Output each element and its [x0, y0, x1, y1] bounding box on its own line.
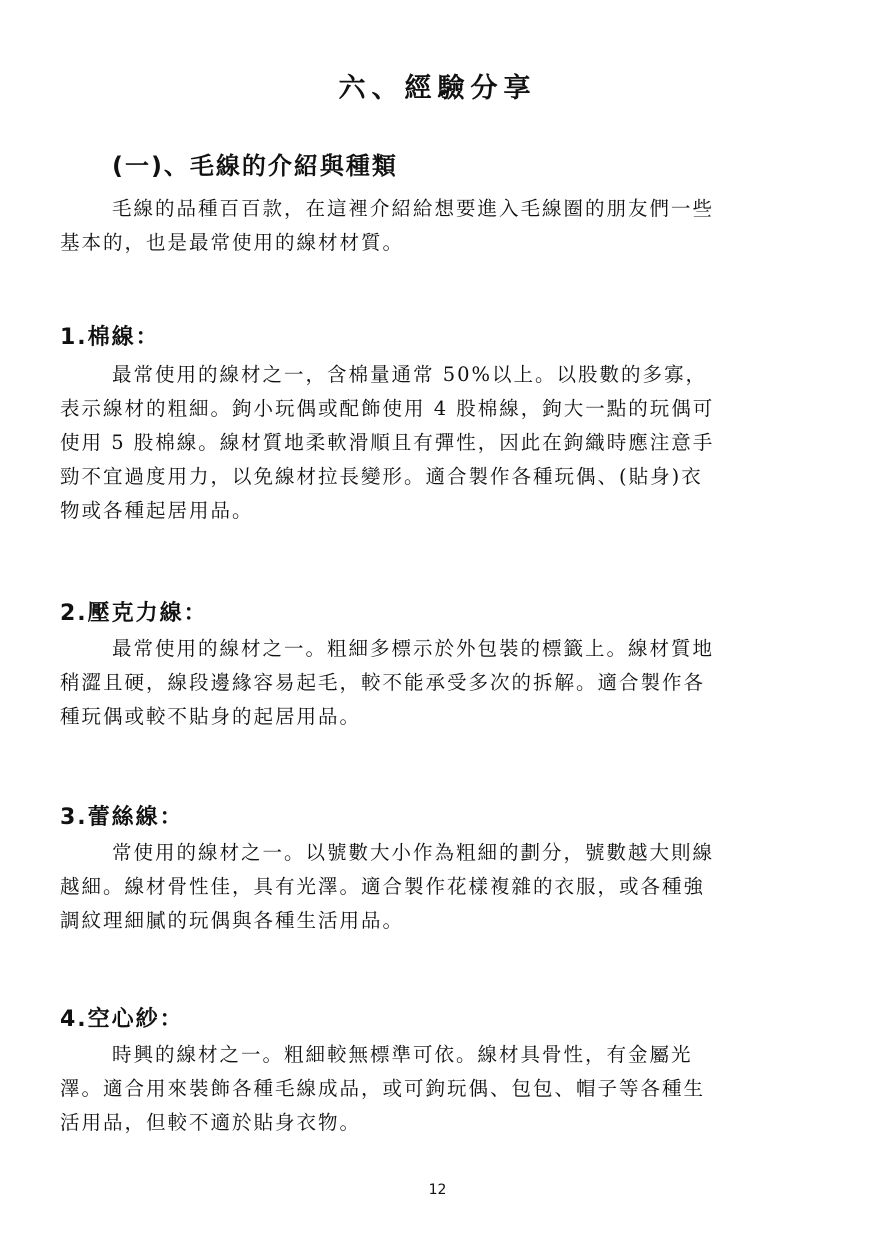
intro-paragraph	[60, 192, 812, 260]
paragraph-line: 常使用的線材之一。以號數大小作為粗細的劃分，號數越大則線	[112, 841, 715, 864]
paragraph-line: 最常使用的線材之一。粗細多標示於外包裝的標籤上。線材質地	[112, 637, 715, 660]
paragraph-line: 使用 5 股棉線。線材質地柔軟滑順且有彈性，因此在鉤織時應注意手	[60, 431, 715, 454]
page-number: 12	[428, 1182, 447, 1198]
paragraph-line: 毛線的品種百百款，在這裡介紹給想要進入毛線圈的朋友們一些	[112, 197, 715, 220]
paragraph-line: 基本的，也是最常使用的線材材質。	[60, 231, 405, 254]
paragraph-line: 時興的線材之一。粗細較無標準可依。線材具骨性，有金屬光	[112, 1043, 693, 1066]
item-heading-acrylic: 2.壓克力線：	[60, 601, 208, 626]
item-paragraph-cotton	[60, 358, 812, 528]
item-paragraph-acrylic	[60, 632, 812, 734]
paragraph-line: 最常使用的線材之一，含棉量通常 50%以上。以股數的多寡，	[112, 363, 708, 386]
item-heading-lace: 3.蕾絲線：	[60, 805, 184, 830]
page-title: 六、經驗分享	[338, 73, 537, 104]
paragraph-line: 表示線材的粗細。鉤小玩偶或配飾使用 4 股棉線，鉤大一點的玩偶可	[60, 397, 715, 420]
paragraph-line: 澤。適合用來裝飾各種毛線成品，或可鉤玩偶、包包、帽子等各種生	[60, 1077, 706, 1100]
paragraph-line: 越細。線材骨性佳，具有光澤。適合製作花樣複雜的衣服，或各種強	[60, 875, 706, 898]
item-paragraph-lace	[60, 836, 812, 938]
paragraph-line: 種玩偶或較不貼身的起居用品。	[60, 705, 362, 728]
paragraph-line: 稍澀且硬，線段邊緣容易起毛，較不能承受多次的拆解。適合製作各	[60, 671, 706, 694]
paragraph-line: 物或各種起居用品。	[60, 499, 254, 522]
paragraph-line: 調紋理細膩的玩偶與各種生活用品。	[60, 909, 405, 932]
item-heading-hollow-yarn: 4.空心紗：	[60, 1007, 184, 1032]
paragraph-line: 勁不宜過度用力，以免線材拉長變形。適合製作各種玩偶、(貼身)衣	[60, 465, 703, 488]
item-paragraph-hollow-yarn	[60, 1038, 812, 1140]
paragraph-line: 活用品，但較不適於貼身衣物。	[60, 1111, 362, 1134]
item-heading-cotton: 1.棉線：	[60, 325, 160, 350]
section-heading: (一)、毛線的介紹與種類	[112, 152, 398, 180]
